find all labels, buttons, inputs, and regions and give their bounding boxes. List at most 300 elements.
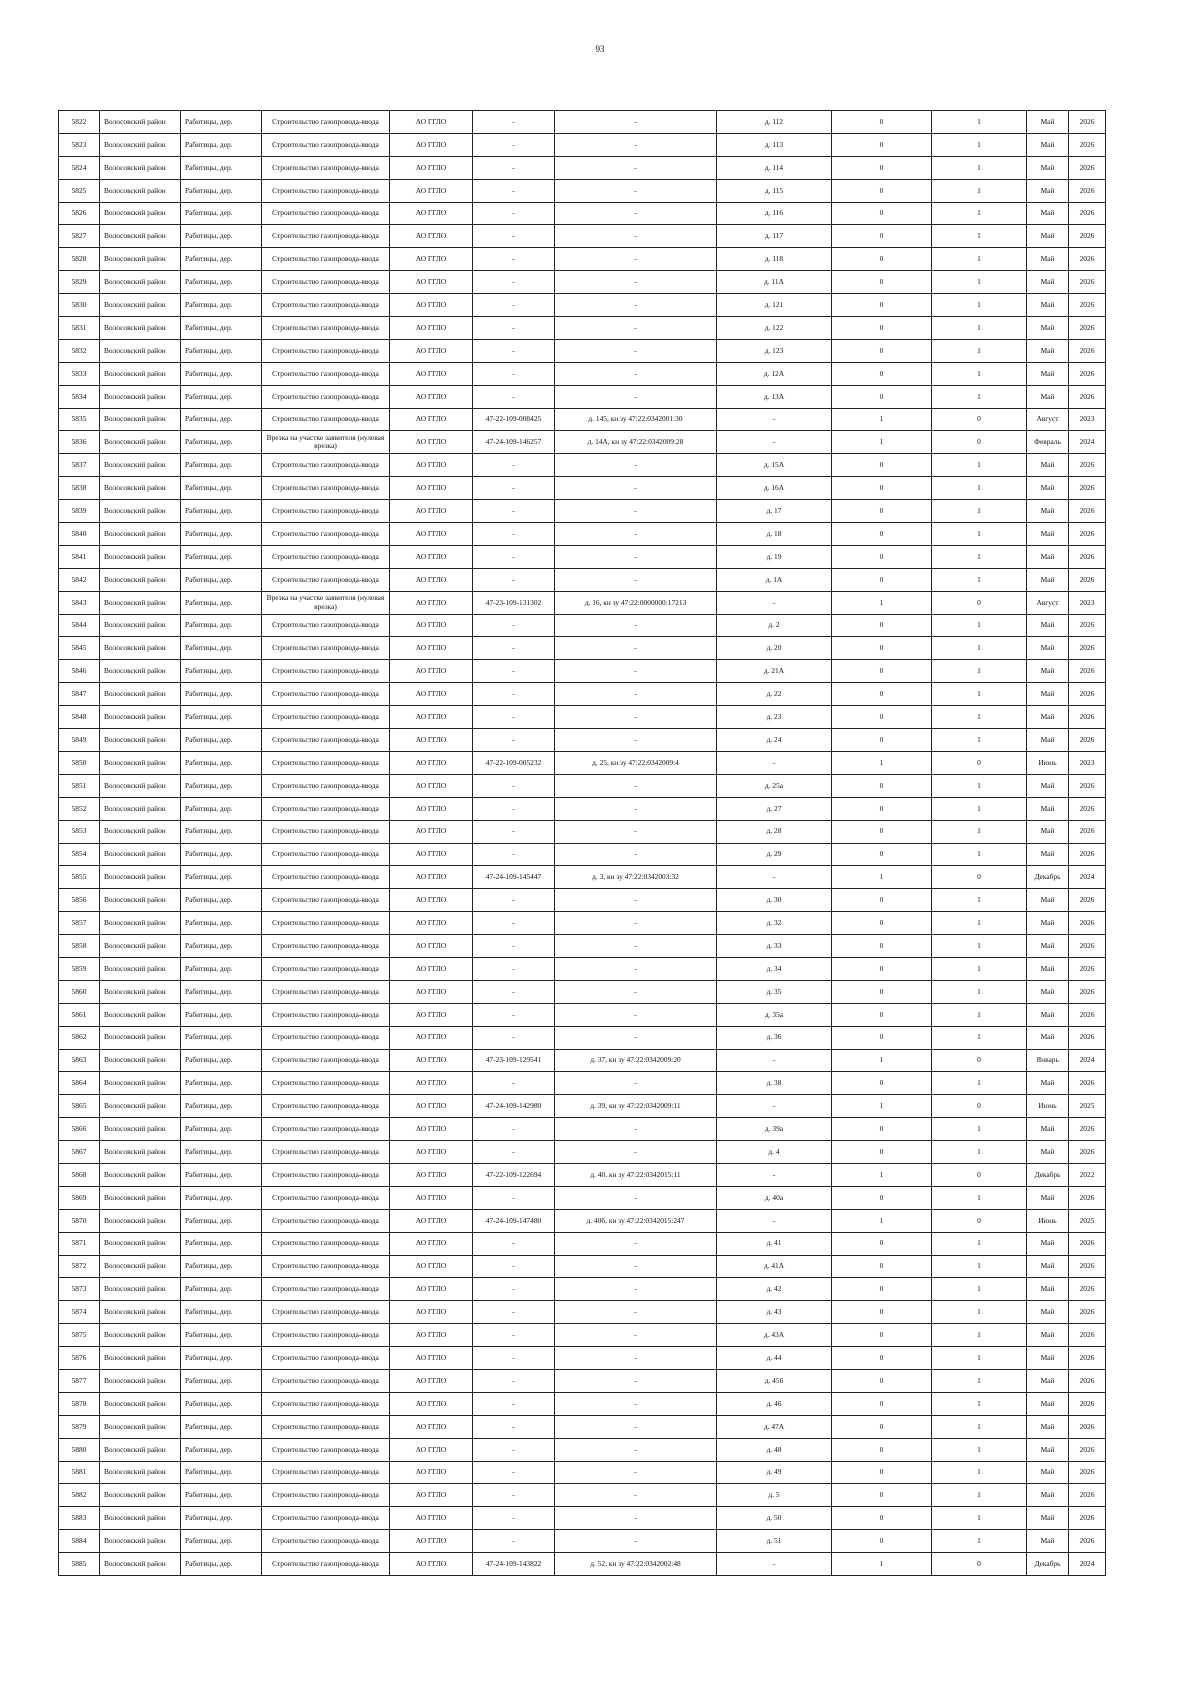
cell-month: Май: [1027, 797, 1069, 820]
cell-month: Май: [1027, 1232, 1069, 1255]
cell-c1: 1: [932, 1507, 1027, 1530]
cell-cadastre: -: [555, 1461, 717, 1484]
cell-org: АО ГГЛО: [390, 1347, 473, 1370]
cell-c1: 1: [932, 637, 1027, 660]
cell-year: 2026: [1069, 1324, 1106, 1347]
cell-tu: 47-24-109-146257: [473, 431, 555, 454]
cell-cadastre: -: [555, 500, 717, 523]
table-row: [59, 935, 1106, 958]
cell-cadastre: -: [555, 1301, 717, 1324]
cell-c1: 1: [932, 660, 1027, 683]
cell-num: 5835: [59, 408, 100, 431]
cell-org: АО ГГЛО: [390, 1507, 473, 1530]
cell-work: Строительство газопровода-ввода: [262, 1301, 390, 1324]
cell-locality: Рабитицы, дер.: [181, 820, 262, 843]
cell-month: Май: [1027, 1438, 1069, 1461]
cell-c0: 0: [832, 683, 932, 706]
cell-work: Строительство газопровода-ввода: [262, 889, 390, 912]
cell-c0: 1: [832, 408, 932, 431]
cell-cadastre: -: [555, 729, 717, 752]
cell-tu: -: [473, 385, 555, 408]
table-row: [59, 431, 1106, 454]
cell-c0: 0: [832, 545, 932, 568]
cell-house: д. 2: [717, 614, 832, 637]
cell-locality: Рабитицы, дер.: [181, 889, 262, 912]
table-row: [59, 1438, 1106, 1461]
cell-num: 5850: [59, 751, 100, 774]
table-row: [59, 1392, 1106, 1415]
cell-year: 2023: [1069, 751, 1106, 774]
cell-c1: 1: [932, 1438, 1027, 1461]
cell-district: Волосовский район: [100, 729, 181, 752]
cell-house: д. 123: [717, 339, 832, 362]
cell-year: 2026: [1069, 1186, 1106, 1209]
cell-locality: Рабитицы, дер.: [181, 568, 262, 591]
cell-locality: Рабитицы, дер.: [181, 843, 262, 866]
cell-cadastre: -: [555, 1484, 717, 1507]
cell-year: 2026: [1069, 500, 1106, 523]
cell-num: 5839: [59, 500, 100, 523]
cell-locality: Рабитицы, дер.: [181, 1118, 262, 1141]
cell-c0: 0: [832, 1438, 932, 1461]
cell-cadastre: -: [555, 820, 717, 843]
cell-tu: -: [473, 1507, 555, 1530]
cell-month: Июнь: [1027, 1095, 1069, 1118]
cell-c0: 0: [832, 1324, 932, 1347]
cell-c1: 1: [932, 111, 1027, 134]
cell-num: 5824: [59, 156, 100, 179]
table-row: [59, 1278, 1106, 1301]
cell-cadastre: -: [555, 568, 717, 591]
cell-tu: -: [473, 362, 555, 385]
table-row: [59, 1095, 1106, 1118]
cell-district: Волосовский район: [100, 1438, 181, 1461]
cell-year: 2026: [1069, 912, 1106, 935]
cell-c1: 1: [932, 820, 1027, 843]
cell-district: Волосовский район: [100, 1003, 181, 1026]
cell-tu: -: [473, 1369, 555, 1392]
cell-num: 5864: [59, 1072, 100, 1095]
cell-locality: Рабитицы, дер.: [181, 271, 262, 294]
table-row: [59, 1163, 1106, 1186]
cell-district: Волосовский район: [100, 1255, 181, 1278]
cell-c0: 0: [832, 362, 932, 385]
cell-work: Строительство газопровода-ввода: [262, 866, 390, 889]
table-row: [59, 339, 1106, 362]
cell-year: 2026: [1069, 1026, 1106, 1049]
cell-c1: 1: [932, 523, 1027, 546]
cell-house: д. 35а: [717, 1003, 832, 1026]
cell-cadastre: -: [555, 1232, 717, 1255]
table-row: [59, 1461, 1106, 1484]
cell-c0: 0: [832, 774, 932, 797]
cell-org: АО ГГЛО: [390, 179, 473, 202]
cell-work: Строительство газопровода-ввода: [262, 1163, 390, 1186]
cell-c0: 0: [832, 248, 932, 271]
cell-org: АО ГГЛО: [390, 523, 473, 546]
cell-work: Строительство газопровода-ввода: [262, 683, 390, 706]
cell-c0: 0: [832, 935, 932, 958]
cell-tu: -: [473, 1530, 555, 1553]
cell-year: 2026: [1069, 179, 1106, 202]
cell-district: Волосовский район: [100, 843, 181, 866]
cell-tu: -: [473, 774, 555, 797]
cell-org: АО ГГЛО: [390, 866, 473, 889]
cell-house: д. 1А: [717, 568, 832, 591]
cell-cadastre: -: [555, 774, 717, 797]
cell-district: Волосовский район: [100, 1369, 181, 1392]
gas-connection-table: [58, 110, 1106, 1576]
cell-locality: Рабитицы, дер.: [181, 1324, 262, 1347]
cell-tu: -: [473, 935, 555, 958]
table-row: [59, 1369, 1106, 1392]
cell-c1: 0: [932, 431, 1027, 454]
cell-num: 5822: [59, 111, 100, 134]
cell-year: 2026: [1069, 202, 1106, 225]
cell-house: д. 122: [717, 317, 832, 340]
table-row: [59, 1049, 1106, 1072]
table-row: [59, 843, 1106, 866]
table-row: [59, 248, 1106, 271]
cell-month: Май: [1027, 889, 1069, 912]
cell-district: Волосовский район: [100, 179, 181, 202]
cell-district: Волосовский район: [100, 339, 181, 362]
cell-district: Волосовский район: [100, 683, 181, 706]
cell-year: 2026: [1069, 271, 1106, 294]
cell-month: Май: [1027, 820, 1069, 843]
cell-cadastre: -: [555, 980, 717, 1003]
cell-house: д. 44: [717, 1347, 832, 1370]
cell-org: АО ГГЛО: [390, 271, 473, 294]
cell-tu: -: [473, 545, 555, 568]
cell-work: Строительство газопровода-ввода: [262, 1415, 390, 1438]
cell-org: АО ГГЛО: [390, 545, 473, 568]
cell-num: 5834: [59, 385, 100, 408]
cell-c0: 0: [832, 1232, 932, 1255]
cell-c1: 1: [932, 156, 1027, 179]
cell-district: Волосовский район: [100, 111, 181, 134]
cell-tu: 47-24-109-142980: [473, 1095, 555, 1118]
cell-c0: 0: [832, 1461, 932, 1484]
cell-c0: 0: [832, 1415, 932, 1438]
cell-work: Строительство газопровода-ввода: [262, 1347, 390, 1370]
cell-work: Строительство газопровода-ввода: [262, 1278, 390, 1301]
cell-locality: Рабитицы, дер.: [181, 980, 262, 1003]
cell-cadastre: -: [555, 660, 717, 683]
cell-house: д. 25а: [717, 774, 832, 797]
cell-cadastre: -: [555, 1072, 717, 1095]
cell-org: АО ГГЛО: [390, 385, 473, 408]
cell-c1: 1: [932, 889, 1027, 912]
cell-tu: 47-23-109-129541: [473, 1049, 555, 1072]
cell-c1: 1: [932, 568, 1027, 591]
cell-c0: 0: [832, 477, 932, 500]
cell-district: Волосовский район: [100, 1347, 181, 1370]
cell-c0: 0: [832, 1484, 932, 1507]
table-row: [59, 133, 1106, 156]
cell-work: Строительство газопровода-ввода: [262, 1255, 390, 1278]
cell-locality: Рабитицы, дер.: [181, 294, 262, 317]
cell-year: 2026: [1069, 385, 1106, 408]
cell-cadastre: -: [555, 1415, 717, 1438]
cell-house: -: [717, 751, 832, 774]
cell-year: 2026: [1069, 1369, 1106, 1392]
cell-c0: 0: [832, 797, 932, 820]
cell-house: д. 47А: [717, 1415, 832, 1438]
cell-district: Волосовский район: [100, 1186, 181, 1209]
cell-num: 5884: [59, 1530, 100, 1553]
cell-org: АО ГГЛО: [390, 202, 473, 225]
cell-c0: 0: [832, 133, 932, 156]
cell-work: Строительство газопровода-ввода: [262, 1118, 390, 1141]
cell-cadastre: -: [555, 1003, 717, 1026]
cell-c1: 1: [932, 1392, 1027, 1415]
cell-num: 5879: [59, 1415, 100, 1438]
cell-year: 2026: [1069, 1392, 1106, 1415]
cell-cadastre: -: [555, 683, 717, 706]
cell-district: Волосовский район: [100, 271, 181, 294]
cell-locality: Рабитицы, дер.: [181, 225, 262, 248]
cell-work: Строительство газопровода-ввода: [262, 1369, 390, 1392]
cell-c0: 1: [832, 431, 932, 454]
cell-month: Май: [1027, 523, 1069, 546]
cell-work: Строительство газопровода-ввода: [262, 454, 390, 477]
cell-year: 2026: [1069, 1141, 1106, 1164]
cell-district: Волосовский район: [100, 500, 181, 523]
cell-district: Волосовский район: [100, 1415, 181, 1438]
cell-c1: 1: [932, 935, 1027, 958]
cell-district: Волосовский район: [100, 1049, 181, 1072]
table-row: [59, 408, 1106, 431]
cell-year: 2026: [1069, 1278, 1106, 1301]
cell-org: АО ГГЛО: [390, 797, 473, 820]
table-row: [59, 294, 1106, 317]
cell-district: Волосовский район: [100, 1530, 181, 1553]
cell-house: д. 42: [717, 1278, 832, 1301]
table-row: [59, 202, 1106, 225]
table-row: [59, 706, 1106, 729]
cell-year: 2026: [1069, 317, 1106, 340]
cell-tu: -: [473, 179, 555, 202]
cell-c0: 0: [832, 111, 932, 134]
table-row: [59, 683, 1106, 706]
cell-locality: Рабитицы, дер.: [181, 706, 262, 729]
cell-c1: 0: [932, 1095, 1027, 1118]
cell-locality: Рабитицы, дер.: [181, 1484, 262, 1507]
cell-month: Май: [1027, 1118, 1069, 1141]
cell-month: Май: [1027, 660, 1069, 683]
cell-org: АО ГГЛО: [390, 1369, 473, 1392]
cell-tu: -: [473, 1415, 555, 1438]
cell-house: д. 17: [717, 500, 832, 523]
cell-house: д. 4: [717, 1141, 832, 1164]
cell-month: Май: [1027, 637, 1069, 660]
cell-district: Волосовский район: [100, 1461, 181, 1484]
cell-work: Строительство газопровода-ввода: [262, 1095, 390, 1118]
cell-num: 5857: [59, 912, 100, 935]
cell-c0: 1: [832, 1095, 932, 1118]
cell-locality: Рабитицы, дер.: [181, 111, 262, 134]
cell-org: АО ГГЛО: [390, 820, 473, 843]
cell-num: 5878: [59, 1392, 100, 1415]
cell-c0: 0: [832, 454, 932, 477]
table-row: [59, 1255, 1106, 1278]
table-row: [59, 889, 1106, 912]
cell-cadastre: -: [555, 1186, 717, 1209]
cell-year: 2026: [1069, 843, 1106, 866]
cell-month: Май: [1027, 1461, 1069, 1484]
cell-tu: -: [473, 683, 555, 706]
cell-year: 2026: [1069, 362, 1106, 385]
cell-cadastre: д. 16, кн зу 47:22:0000000:17213: [555, 591, 717, 614]
table-row: [59, 317, 1106, 340]
cell-month: Май: [1027, 362, 1069, 385]
cell-tu: -: [473, 1461, 555, 1484]
cell-district: Волосовский район: [100, 545, 181, 568]
cell-cadastre: -: [555, 889, 717, 912]
cell-c0: 0: [832, 202, 932, 225]
cell-house: д. 39а: [717, 1118, 832, 1141]
cell-num: 5881: [59, 1461, 100, 1484]
cell-c1: 1: [932, 706, 1027, 729]
table-row: [59, 225, 1106, 248]
cell-tu: -: [473, 729, 555, 752]
cell-district: Волосовский район: [100, 202, 181, 225]
cell-org: АО ГГЛО: [390, 1530, 473, 1553]
cell-year: 2026: [1069, 225, 1106, 248]
cell-year: 2022: [1069, 1163, 1106, 1186]
cell-district: Волосовский район: [100, 477, 181, 500]
cell-c0: 0: [832, 156, 932, 179]
table-row: [59, 477, 1106, 500]
cell-locality: Рабитицы, дер.: [181, 1530, 262, 1553]
cell-district: Волосовский район: [100, 431, 181, 454]
cell-district: Волосовский район: [100, 1484, 181, 1507]
table-row: [59, 1347, 1106, 1370]
cell-district: Волосовский район: [100, 774, 181, 797]
table-row: [59, 820, 1106, 843]
cell-num: 5829: [59, 271, 100, 294]
cell-house: д. 24: [717, 729, 832, 752]
cell-num: 5845: [59, 637, 100, 660]
cell-month: Май: [1027, 317, 1069, 340]
cell-c0: 0: [832, 957, 932, 980]
cell-org: АО ГГЛО: [390, 1049, 473, 1072]
cell-cadastre: д. 145, кн зу 47:22:0342001:30: [555, 408, 717, 431]
cell-org: АО ГГЛО: [390, 225, 473, 248]
cell-c0: 0: [832, 889, 932, 912]
cell-num: 5867: [59, 1141, 100, 1164]
cell-org: АО ГГЛО: [390, 1301, 473, 1324]
cell-locality: Рабитицы, дер.: [181, 660, 262, 683]
cell-c1: 1: [932, 339, 1027, 362]
cell-work: Строительство газопровода-ввода: [262, 523, 390, 546]
cell-cadastre: -: [555, 111, 717, 134]
cell-c0: 0: [832, 1278, 932, 1301]
cell-house: д. 35: [717, 980, 832, 1003]
cell-c1: 1: [932, 271, 1027, 294]
cell-locality: Рабитицы, дер.: [181, 683, 262, 706]
cell-cadastre: -: [555, 843, 717, 866]
cell-c1: 1: [932, 1484, 1027, 1507]
cell-num: 5862: [59, 1026, 100, 1049]
cell-work: Строительство газопровода-ввода: [262, 1324, 390, 1347]
cell-house: д. 13А: [717, 385, 832, 408]
cell-year: 2026: [1069, 545, 1106, 568]
cell-num: 5855: [59, 866, 100, 889]
cell-c0: 0: [832, 1255, 932, 1278]
cell-locality: Рабитицы, дер.: [181, 1003, 262, 1026]
cell-house: д. 38: [717, 1072, 832, 1095]
cell-num: 5825: [59, 179, 100, 202]
cell-org: АО ГГЛО: [390, 1461, 473, 1484]
cell-cadastre: -: [555, 248, 717, 271]
table-row: [59, 1324, 1106, 1347]
cell-month: Май: [1027, 1026, 1069, 1049]
cell-locality: Рабитицы, дер.: [181, 591, 262, 614]
cell-c1: 1: [932, 614, 1027, 637]
cell-c1: 0: [932, 866, 1027, 889]
cell-house: -: [717, 1553, 832, 1576]
cell-c0: 0: [832, 820, 932, 843]
cell-locality: Рабитицы, дер.: [181, 523, 262, 546]
cell-house: д. 113: [717, 133, 832, 156]
cell-house: д. 15А: [717, 454, 832, 477]
cell-c0: 0: [832, 1301, 932, 1324]
cell-house: -: [717, 408, 832, 431]
cell-district: Волосовский район: [100, 225, 181, 248]
table-row: [59, 774, 1106, 797]
cell-c1: 1: [932, 202, 1027, 225]
cell-tu: -: [473, 980, 555, 1003]
cell-c1: 1: [932, 1186, 1027, 1209]
cell-month: Май: [1027, 477, 1069, 500]
cell-work: Строительство газопровода-ввода: [262, 751, 390, 774]
cell-year: 2026: [1069, 729, 1106, 752]
cell-num: 5854: [59, 843, 100, 866]
cell-month: Май: [1027, 957, 1069, 980]
cell-num: 5871: [59, 1232, 100, 1255]
cell-house: д. 32: [717, 912, 832, 935]
cell-num: 5832: [59, 339, 100, 362]
cell-tu: -: [473, 523, 555, 546]
cell-locality: Рабитицы, дер.: [181, 133, 262, 156]
cell-num: 5830: [59, 294, 100, 317]
cell-tu: -: [473, 1141, 555, 1164]
cell-tu: -: [473, 202, 555, 225]
cell-locality: Рабитицы, дер.: [181, 156, 262, 179]
cell-work: Строительство газопровода-ввода: [262, 133, 390, 156]
table-row: [59, 614, 1106, 637]
cell-year: 2026: [1069, 683, 1106, 706]
cell-year: 2024: [1069, 866, 1106, 889]
cell-cadastre: -: [555, 1392, 717, 1415]
cell-num: 5865: [59, 1095, 100, 1118]
cell-tu: -: [473, 1026, 555, 1049]
cell-district: Волосовский район: [100, 889, 181, 912]
cell-tu: -: [473, 637, 555, 660]
cell-c1: 1: [932, 225, 1027, 248]
cell-month: Декабрь: [1027, 1553, 1069, 1576]
cell-num: 5852: [59, 797, 100, 820]
cell-work: Строительство газопровода-ввода: [262, 706, 390, 729]
cell-org: АО ГГЛО: [390, 248, 473, 271]
cell-tu: -: [473, 706, 555, 729]
cell-year: 2026: [1069, 1301, 1106, 1324]
cell-c0: 0: [832, 1026, 932, 1049]
table-row: [59, 797, 1106, 820]
cell-c1: 0: [932, 1049, 1027, 1072]
